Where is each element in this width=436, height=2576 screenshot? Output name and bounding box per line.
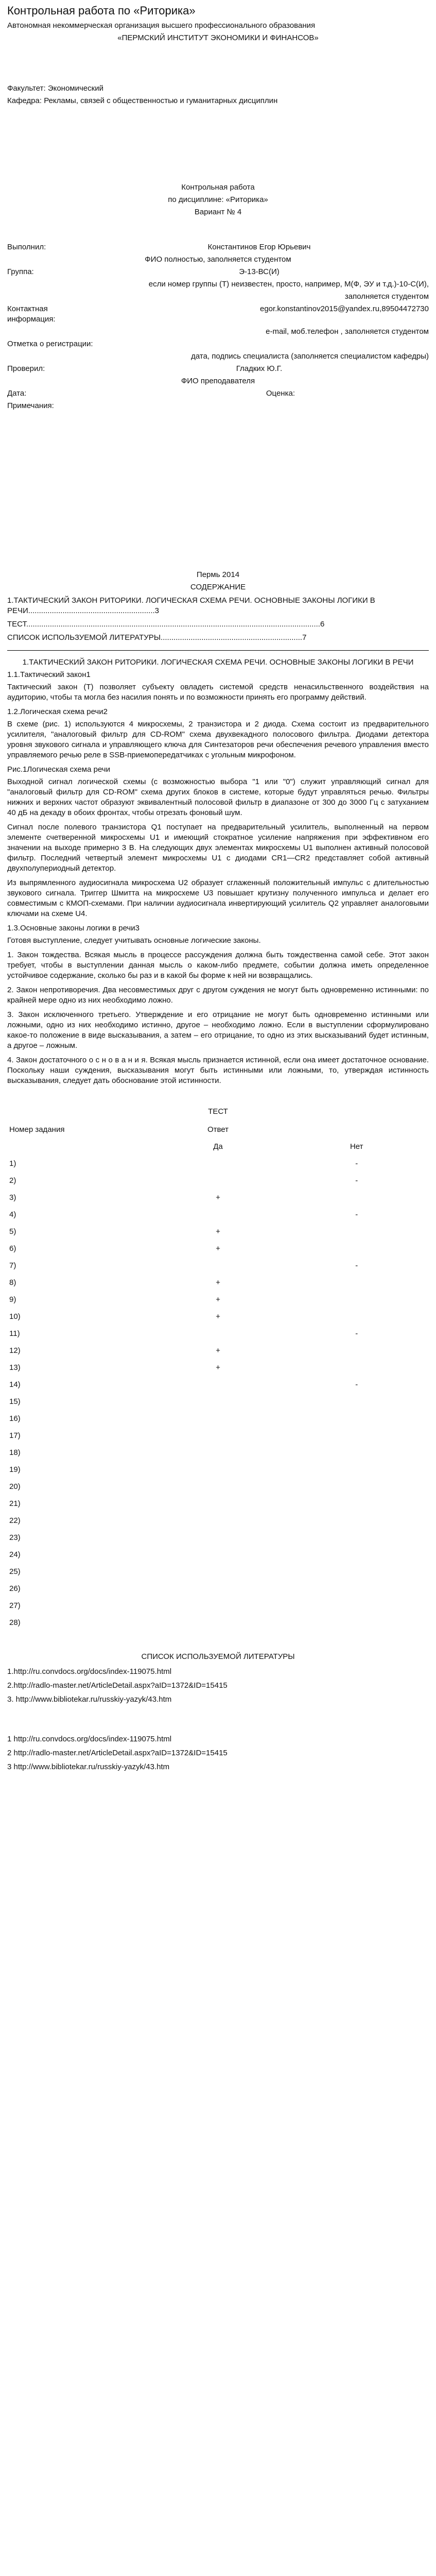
work-type: Контрольная работа — [181, 183, 255, 192]
test-row-net — [284, 1563, 429, 1580]
test-row — [7, 1342, 429, 1359]
city-year: Пермь 2014 — [196, 570, 240, 579]
performed-row — [7, 242, 429, 252]
org-name: Автономная некоммерческая организация высшего профессионального образования — [7, 21, 316, 30]
test-row-number: 15) — [9, 1397, 21, 1406]
test-row-number: 26) — [9, 1584, 21, 1593]
lit-item: 1.http://ru.convdocs.org/docs/index-119075.html — [7, 1667, 172, 1676]
test-row-net — [284, 1393, 429, 1410]
footnote: 1 http://ru.convdocs.org/docs/index-119075.html — [7, 1735, 172, 1743]
registration-hint: дата, подпись специалиста (заполняется специалистом кафедры) — [191, 352, 429, 361]
variant: Вариант № 4 — [194, 208, 242, 216]
test-col-da: Да — [213, 1142, 223, 1151]
checked-hint: ФИО преподавателя — [181, 377, 255, 385]
test-row-number: 8) — [9, 1278, 16, 1287]
paragraph: 4. Закон достаточного о с н о в а н и я. Всякая мысль признается истинной, если она имеет достаточное основание. Поскольку наши суждения, высказывания могут быть истинными или ложными, то, утверждая истинность высказывания, следует дать обоснование этой истинности. — [7, 1056, 429, 1085]
test-row-net — [284, 1342, 429, 1359]
test-row-da — [152, 1410, 285, 1427]
lit-item: 2.http://radlo-master.net/ArticleDetail.aspx?aID=1372&ID=15415 — [7, 1681, 228, 1690]
test-row — [7, 1427, 429, 1444]
test-row-number: 7) — [9, 1261, 16, 1270]
test-row-number: 22) — [9, 1516, 21, 1525]
paragraph: Готовя выступление, следует учитывать основные логические законы. — [7, 936, 261, 945]
test-row-net — [284, 1274, 429, 1291]
test-row-da — [152, 1563, 285, 1580]
test-row — [7, 1206, 429, 1223]
paragraph: В схеме (рис. 1) используются 4 микросхемы, 2 транзистора и 2 диода. Схема состоит из предварительного усилителя, "аналоговый фильтр для CD-ROM" схема двухвекадного полосового фильтра. Диодами детектора уровня звукового сигнала и управляющего ключа для Синтезаторов речи обеспечения речевого управления вместо управляемого речью реле в SSB-приемопередатчиках с угольным микрофоном. — [7, 720, 429, 759]
test-col-answer: Ответ — [207, 1125, 229, 1134]
test-row — [7, 1614, 429, 1631]
test-row-net — [284, 1580, 429, 1597]
test-row-number: 13) — [9, 1363, 21, 1372]
figure-caption: Рис.1Логическая схема речи — [7, 765, 110, 774]
document-title: Контрольная работа по «Риторика» — [7, 4, 196, 17]
performed-label: Выполнил: — [7, 243, 46, 251]
test-body — [7, 1155, 429, 1631]
test-row-net — [284, 1444, 429, 1461]
test-row-number: 19) — [9, 1465, 21, 1474]
test-row-net — [284, 1223, 429, 1240]
test-row-number: 9) — [9, 1295, 16, 1304]
test-row-number: 5) — [9, 1227, 16, 1236]
subsection-title: 1.3.Основные законы логики в речи3 — [7, 924, 139, 933]
test-row-da — [152, 1257, 285, 1274]
paragraph: 3. Закон исключенного третьего. Утверждение и его отрицание не могут быть одновременно истинными или ложными, одно из них необходимо истинно, другое – необходимо ложно. Если в выступлении сформулировано какое-то положение в виде высказывания, а затем – его отрицание, то одно из этих высказываний будет истинным, а другое – ложным. — [7, 1010, 429, 1050]
test-row-number: 27) — [9, 1601, 21, 1610]
test-row — [7, 1172, 429, 1189]
test-row-net: - — [355, 1329, 358, 1338]
test-row — [7, 1393, 429, 1410]
test-row-net — [284, 1308, 429, 1325]
test-row-net — [284, 1189, 429, 1206]
test-row-number: 25) — [9, 1567, 21, 1576]
test-row-da — [152, 1172, 285, 1189]
test-row — [7, 1563, 429, 1580]
test-row-number: 24) — [9, 1550, 21, 1559]
toc-line: 1.ТАКТИЧЕСКИЙ ЗАКОН РИТОРИКИ. ЛОГИЧЕСКАЯ СХЕМА РЕЧИ. ОСНОВНЫЕ ЗАКОНЫ ЛОГИКИ В РЕЧИ...........................................................3 — [7, 596, 375, 615]
test-row-net — [284, 1529, 429, 1546]
test-row — [7, 1444, 429, 1461]
faculty-label: Факультет: — [7, 84, 46, 93]
test-row — [7, 1325, 429, 1342]
test-row — [7, 1512, 429, 1529]
test-row-number: 18) — [9, 1448, 21, 1457]
paragraph: Из выпрямленного аудиосигнала микросхема U2 образует сглаженный положительный импульс с длительностью звукового сигнала. Триггер Шмитта на микросхеме U3 повышает крутизну полученного импульса и делает его совместимым с КМОП-схемами. При наличии аудиосигнала инвертирующий усилитель Q2 управляет аналоговыми ключами на схеме U4. — [7, 878, 429, 918]
subsection-title: 1.2.Логическая схема речи2 — [7, 707, 108, 716]
test-row — [7, 1495, 429, 1512]
test-row — [7, 1376, 429, 1393]
test-row-number: 1) — [9, 1159, 16, 1168]
test-row — [7, 1308, 429, 1325]
paragraph: Сигнал после полевого транзистора Q1 поступает на предварительный усилитель, выполненный на первом элементе счетверенной микросхемы U1 и имеющий стократное усиление напряжения при эффективном его значении на выходе примерно 3 В. На следующих двух элементах микросхемы U1 выполнен активный полосовой фильтр. Последний четвертый элемент микросхемы U1 с диодами CR1—CR2 представляет собой активный двухполупериодный детектор. — [7, 823, 429, 873]
test-row-number: 20) — [9, 1482, 21, 1491]
registration-label: Отметка о регистрации: — [7, 340, 93, 348]
test-row — [7, 1274, 429, 1291]
test-row-da — [152, 1427, 285, 1444]
test-row-da — [152, 1461, 285, 1478]
test-row-net — [284, 1410, 429, 1427]
group-note: если номер группы (Т) неизвестен, просто, например, М(Ф, ЭУ и т.д.)-10-С(И), — [148, 280, 429, 289]
test-row-net — [284, 1427, 429, 1444]
test-row-da — [152, 1376, 285, 1393]
test-row — [7, 1189, 429, 1206]
test-row — [7, 1223, 429, 1240]
department-row — [7, 96, 429, 106]
test-row — [7, 1155, 429, 1172]
test-row-da — [152, 1597, 285, 1614]
test-row-number: 23) — [9, 1533, 21, 1542]
checked-label: Проверил: — [7, 364, 45, 373]
test-row-number: 3) — [9, 1193, 16, 1202]
group-value: Э-13-ВС(И) — [239, 267, 280, 276]
group-note-2: заполняется студентом — [344, 292, 429, 301]
footnote: 3 http://www.bibliotekar.ru/russkiy-yazyk/43.htm — [7, 1762, 170, 1771]
faculty-value: Экономический — [47, 84, 103, 93]
test-row-number: 4) — [9, 1210, 16, 1219]
test-row-net: - — [355, 1261, 358, 1270]
test-row — [7, 1478, 429, 1495]
footnote: 2 http://radlo-master.net/ArticleDetail.aspx?aID=1372&ID=15415 — [7, 1749, 228, 1757]
institute-name: «ПЕРМСКИЙ ИНСТИТУТ ЭКОНОМИКИ И ФИНАНСОВ» — [117, 33, 319, 42]
test-row-da — [152, 1155, 285, 1172]
test-row-number: 11) — [9, 1329, 20, 1338]
test-row-da: + — [216, 1312, 220, 1321]
test-row-da: + — [216, 1295, 220, 1304]
date-label: Дата: — [7, 389, 27, 398]
group-label: Группа: — [7, 267, 34, 276]
test-row-number: 2) — [9, 1176, 16, 1185]
section-title: 1.ТАКТИЧЕСКИЙ ЗАКОН РИТОРИКИ. ЛОГИЧЕСКАЯ СХЕМА РЕЧИ. ОСНОВНЫЕ ЗАКОНЫ ЛОГИКИ В РЕЧИ — [22, 658, 414, 667]
test-row — [7, 1597, 429, 1614]
test-table — [7, 1121, 429, 1631]
test-row-da — [152, 1529, 285, 1546]
paragraph: Выходной сигнал логической схемы (с возможностью выбора "1 или "0") служит управляющий сигнал для "аналоговый фильтр для CD-ROM" схема других блоков в системе, которые будут управляться речью. Фильтры нижних и верхних частот образуют эквивалентный полосовой фильтр в диапазоне от 300 до 3000 Гц с затуханием 40 дБ на декаду в обоих фронтах, чтобы отрезать фоновый шум. — [7, 777, 429, 817]
toc-title: СОДЕРЖАНИЕ — [190, 583, 246, 591]
test-row-net — [284, 1291, 429, 1308]
test-row-number: 6) — [9, 1244, 16, 1253]
test-row-da: + — [216, 1244, 220, 1253]
department-value: Рекламы, связей с общественностью и гуманитарных дисциплин — [44, 96, 278, 105]
contact-value: egor.konstantinov2015@yandex.ru,89504472730 — [260, 304, 429, 313]
toc-line: СПИСОК ИСПОЛЬЗУЕМОЙ ЛИТЕРАТУРЫ..................................................................7 — [7, 633, 307, 642]
test-row-da — [152, 1478, 285, 1495]
test-row — [7, 1291, 429, 1308]
test-row — [7, 1546, 429, 1563]
test-col-net: Нет — [350, 1142, 363, 1151]
test-row — [7, 1257, 429, 1274]
lit-item: 3. http://www.bibliotekar.ru/russkiy-yazyk/43.htm — [7, 1695, 172, 1704]
contact-label: Контактная информация: — [7, 304, 56, 324]
page-divider — [7, 650, 429, 651]
paragraph: 2. Закон непротиворечия. Два несовместимых друг с другом суждения не могут быть одновременно истинными: по крайней мере одно из них необходимо ложно. — [7, 986, 429, 1005]
paragraph: Тактический закон (Т) позволяет субъекту овладеть системой средств ненасильственного воздействия на аудиторию, чтобы та могла без насилия понять и по возможности принять его программу действий. — [7, 683, 429, 702]
test-row-net: - — [355, 1159, 358, 1168]
test-row-number: 28) — [9, 1618, 21, 1627]
test-row-net — [284, 1614, 429, 1631]
test-row-number: 21) — [9, 1499, 21, 1508]
toc-line: ТЕСТ.........................................................................................................................................6 — [7, 620, 325, 629]
test-row-da — [152, 1393, 285, 1410]
paragraph: 1. Закон тождества. Всякая мысль в процессе рассуждения должна быть тождественна самой себе. Этот закон требует, чтобы в выступлении данная мысль о каком-либо предмете, событии должна иметь определенное устойчивое содержание, сколько бы раз и в какой бы форме к ней ни возвращались. — [7, 951, 429, 980]
test-row-da: + — [216, 1278, 220, 1287]
test-row-da — [152, 1325, 285, 1342]
test-row-da — [152, 1512, 285, 1529]
lit-title: СПИСОК ИСПОЛЬЗУЕМОЙ ЛИТЕРАТУРЫ — [141, 1652, 295, 1661]
test-row-net — [284, 1546, 429, 1563]
test-row-net — [284, 1597, 429, 1614]
test-row-net — [284, 1240, 429, 1257]
test-title: ТЕСТ — [208, 1107, 228, 1116]
test-row-net — [284, 1478, 429, 1495]
department-label: Кафедра: — [7, 96, 42, 105]
notes-label: Примечания: — [7, 401, 54, 410]
test-row-da — [152, 1206, 285, 1223]
test-row-net — [284, 1512, 429, 1529]
discipline: по дисциплине: «Риторика» — [168, 195, 268, 204]
checked-name: Гладких Ю.Г. — [236, 364, 283, 373]
performed-hint: ФИО полностью, заполняется студентом — [145, 255, 291, 264]
test-row — [7, 1529, 429, 1546]
test-row-net — [284, 1495, 429, 1512]
checked-row — [7, 364, 429, 374]
test-row-da: + — [216, 1193, 220, 1202]
test-row-net: - — [355, 1380, 358, 1389]
test-row-da — [152, 1580, 285, 1597]
test-row-da — [152, 1495, 285, 1512]
test-row-number: 16) — [9, 1414, 21, 1423]
performed-name: Константинов Егор Юрьевич — [207, 243, 311, 251]
test-row — [7, 1410, 429, 1427]
test-row-number: 17) — [9, 1431, 21, 1440]
test-row — [7, 1240, 429, 1257]
test-row-net: - — [355, 1210, 358, 1219]
test-row-da — [152, 1546, 285, 1563]
group-row — [7, 267, 429, 277]
test-row-da — [152, 1614, 285, 1631]
test-col-num: Номер задания — [9, 1125, 65, 1134]
contact-hint: e-mail, моб.телефон , заполняется студентом — [266, 327, 429, 336]
test-row-net: - — [355, 1176, 358, 1185]
test-row — [7, 1580, 429, 1597]
test-row-net — [284, 1461, 429, 1478]
grade-label: Оценка: — [266, 389, 295, 398]
test-row-da — [152, 1444, 285, 1461]
contact-row — [7, 304, 429, 325]
test-row-da: + — [216, 1363, 220, 1372]
test-row — [7, 1461, 429, 1478]
test-row-da: + — [216, 1227, 220, 1236]
test-row-da: + — [216, 1346, 220, 1355]
faculty-row — [7, 83, 429, 94]
test-row-net — [284, 1359, 429, 1376]
test-row-number: 14) — [9, 1380, 21, 1389]
date-grade-row — [7, 388, 429, 399]
test-row-number: 10) — [9, 1312, 21, 1321]
test-row-number: 12) — [9, 1346, 21, 1355]
subsection-title: 1.1.Тактический закон1 — [7, 670, 91, 679]
test-row — [7, 1359, 429, 1376]
